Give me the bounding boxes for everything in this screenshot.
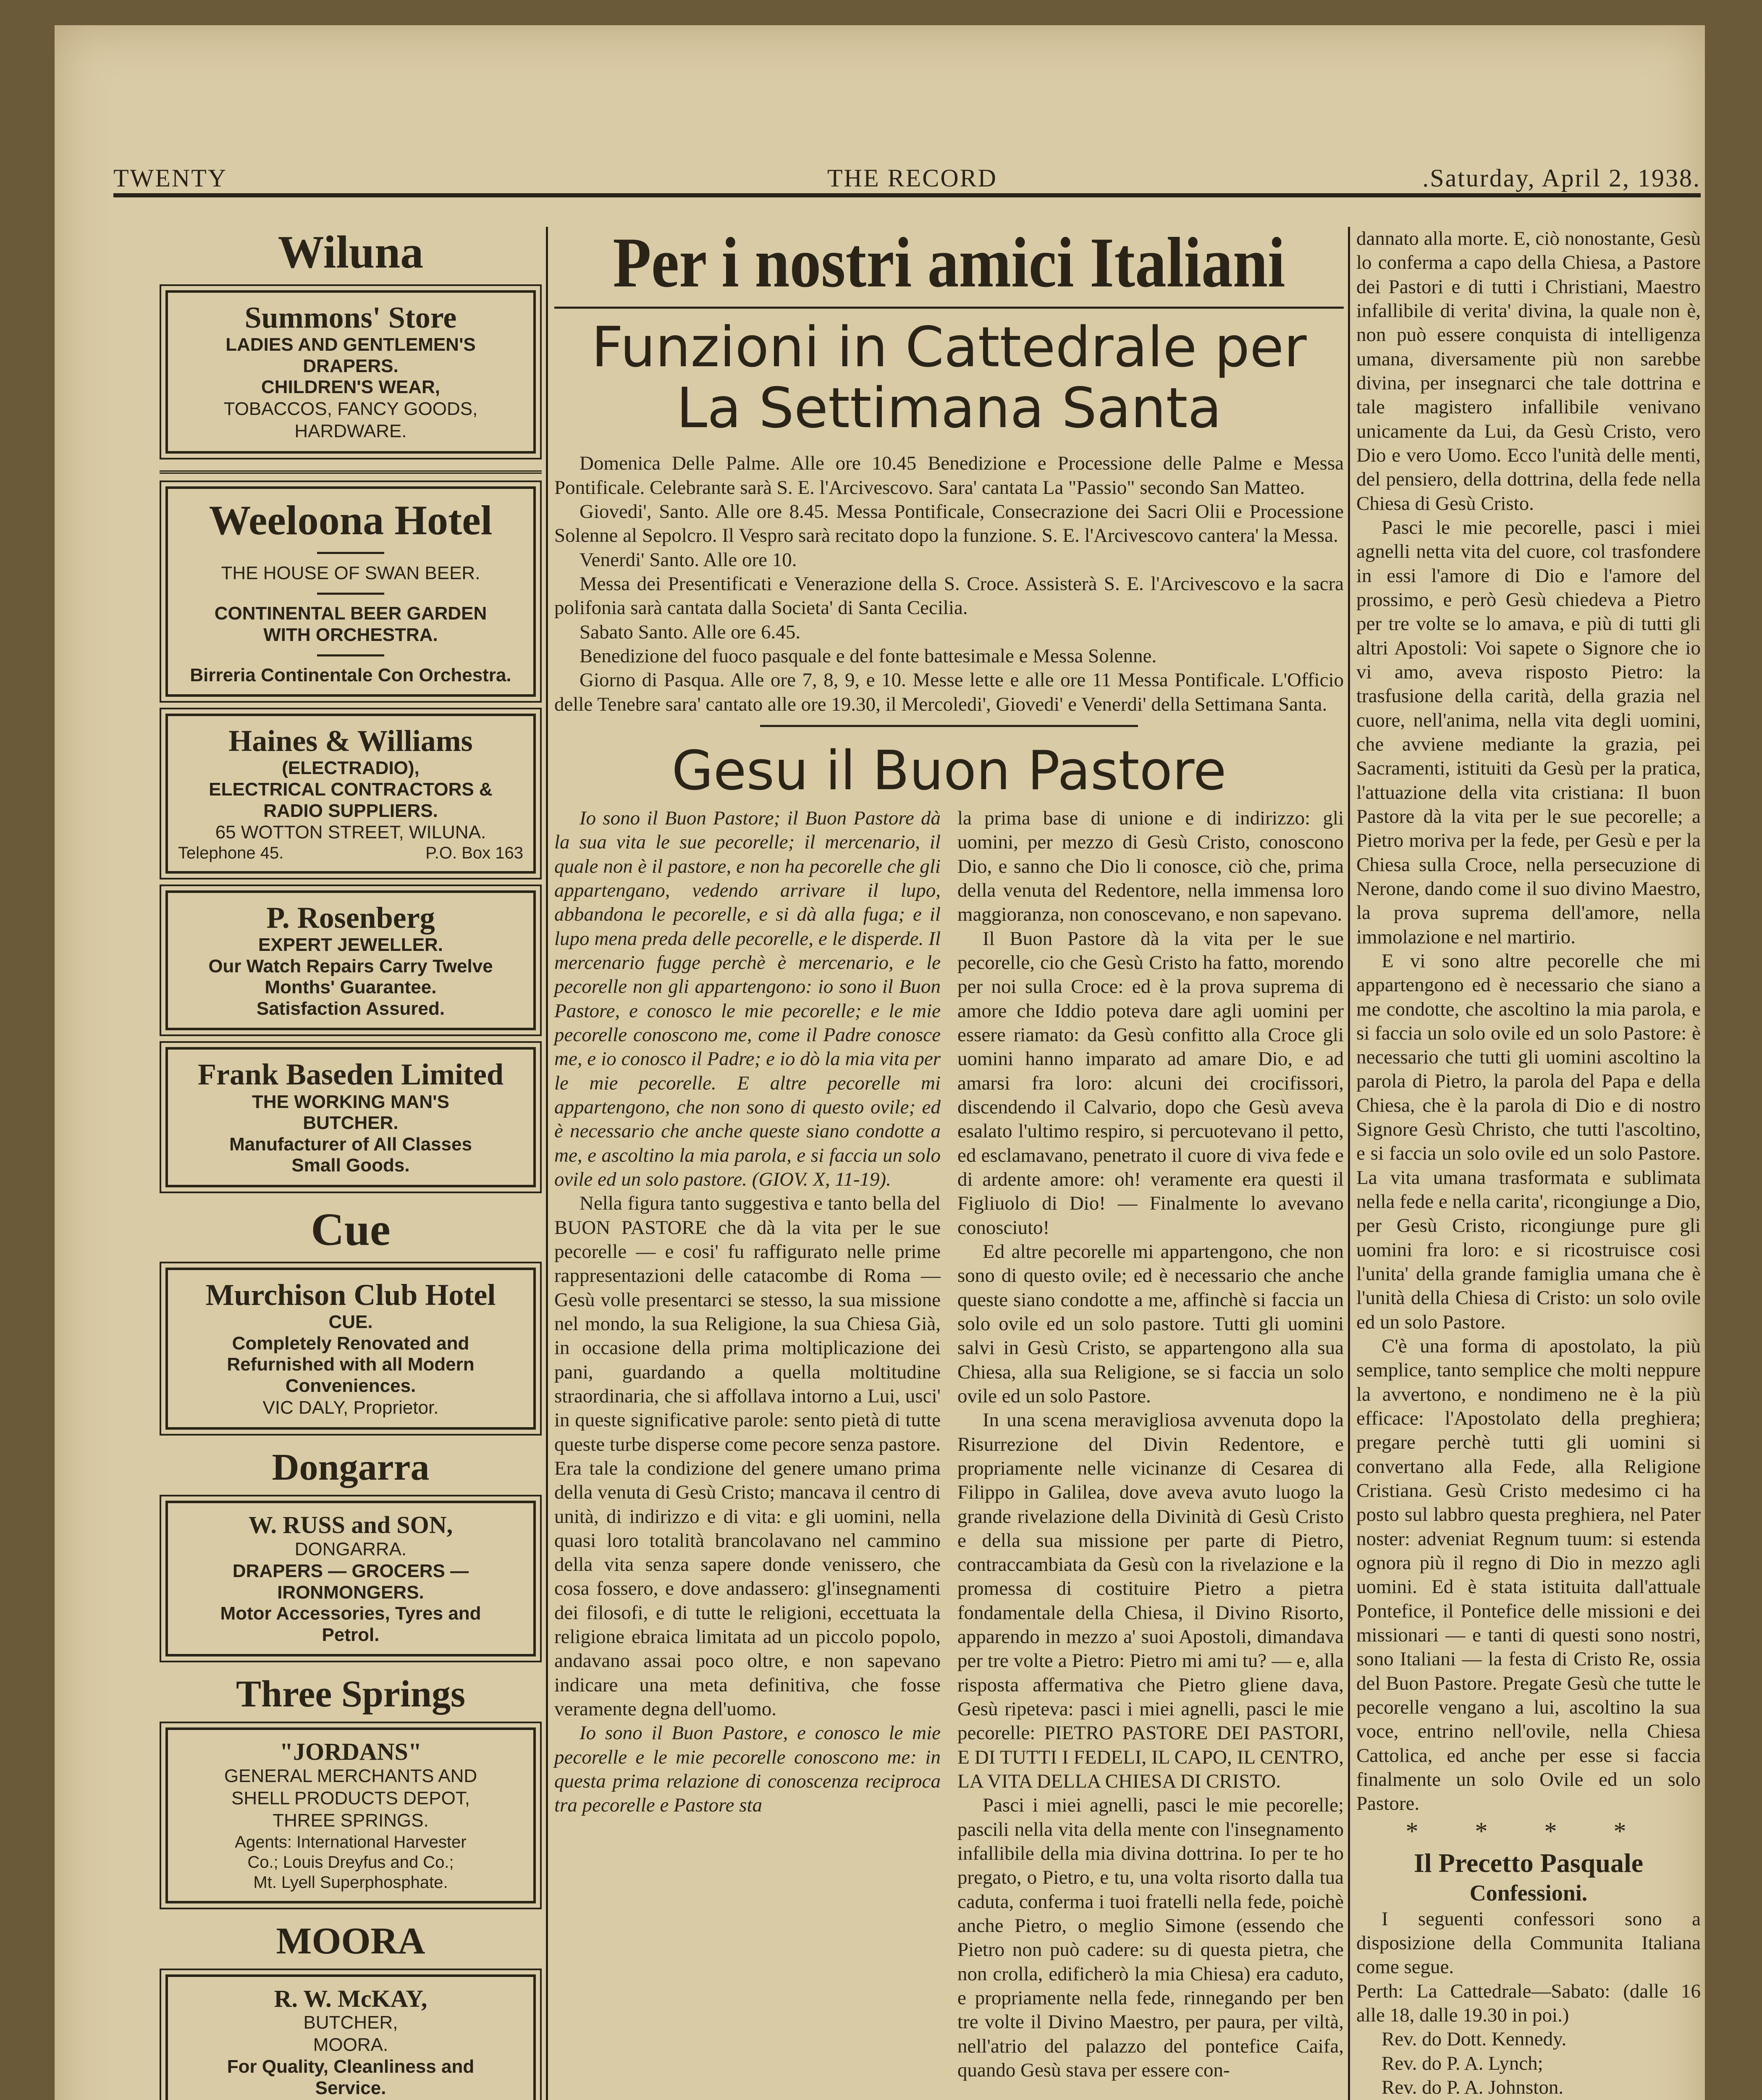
advert-line: BUTCHER. <box>303 1113 399 1134</box>
confessor: Rev. do P. A. Lynch; <box>1382 2052 1543 2074</box>
advert-line: Agents: International Harvester <box>235 1832 467 1851</box>
advert-line: Service. <box>315 2077 386 2098</box>
paragraph: Io sono il Buon Pastore, e conosco le mie pecorelle e le mie pecorelle conoscono me: in questa prima relazione di conoscenza reciproca tra pecorelle e Pastore sta <box>554 1722 941 1816</box>
advert-line: Co.; Louis Dreyfus and Co.; <box>247 1853 454 1872</box>
advert-name: Weeloona Hotel <box>209 496 493 543</box>
advert-line: For Quality, Cleanliness and <box>227 2056 475 2077</box>
advert-po-box: P.O. Box 163 <box>425 843 523 862</box>
masthead <box>113 139 1701 197</box>
advert-line: Petrol. <box>322 1624 380 1645</box>
divider <box>317 593 384 595</box>
advert-line: WITH ORCHESTRA. <box>263 624 438 645</box>
advert-line: Our Watch Repairs Carry Twelve <box>208 956 493 976</box>
paragraph: Giorno di Pasqua. Alle ore 7, 8, 9, e 10. Messe lette e alle ore 11 Messa Pontificale. L'Officio delle Tenebre sara' cantato alle ore 19.30, il Mercoledi', Giovedi' e Venerdi' della Settimana Santa. <box>554 669 1344 715</box>
advert-rosenberg <box>165 890 536 1031</box>
advert-jordans <box>165 1727 536 1903</box>
divider <box>317 654 384 656</box>
advert-line: (ELECTRADIO), <box>282 758 420 779</box>
advert-line: LADIES AND GENTLEMEN'S <box>225 334 476 355</box>
advert-line: THE HOUSE OF SWAN BEER. <box>221 562 480 583</box>
article-column-left <box>554 806 941 2082</box>
advert-summons-store <box>165 290 536 454</box>
paragraph: Ed altre pecorelle mi appartengono, che non sono di questo ovile; ed è necessario che anche queste siano condotte a me, affinchè si faccia un solo ovile ed un solo pastore. Tutti gli uomini salvi in Gesù Cristo, se appartengono alla sua Chiesa, alla sua Religione, se si faccia un solo ovile ed un solo Pastore. <box>957 1240 1344 1407</box>
advert-name: "JORDANS" <box>279 1738 422 1766</box>
advert-line: DONGARRA. <box>294 1539 407 1560</box>
advert-name: P. Rosenberg <box>266 900 435 934</box>
paragraph: I seguenti confessori sono a disposizione della Communita Italiana come segue. <box>1356 1908 1701 1978</box>
advert-line: VIC DALY, Proprietor. <box>262 1397 439 1418</box>
divider <box>317 552 384 554</box>
town-heading: Wiluna <box>278 226 424 278</box>
paragraph: Messa dei Presentificati e Venerazione della S. Croce. Assisterà S. E. l'Arcivescovo e la sacra polifonia sarà cantata dalla Societa' di Santa Cecilia. <box>554 573 1344 619</box>
page-number: TWENTY <box>113 164 228 192</box>
confession-listing: Perth: La Cattedrale—Sabato: (dalle 16 alle 18, dalle 19.30 in poi.) <box>1356 1980 1701 2026</box>
article-column-right <box>957 806 1344 2082</box>
holy-week-schedule <box>554 452 1344 717</box>
advert-murchison-club-hotel <box>165 1268 536 1430</box>
paragraph: Giovedi', Santo. Alle ore 8.45. Messa Pontificale, Consecrazione dei Sacri Olii e Processione Solenne al Sepolcro. Il Vespro sarà recitato dopo la funzione. S. E. l'Arcivescovo cantera' la Messa. <box>554 501 1344 547</box>
article-continuation-column <box>1356 227 1701 2100</box>
town-heading: Cue <box>311 1204 391 1255</box>
paragraph: Pasci le mie pecorelle, pasci i miei agnelli netta vita del cuore, col trasfondere in essi l'amore di Dio e l'amore del prossimo, e però Gesù chiedeva a Pietro per tre volte se lo amava, e più di tutti gli altri Apostoli: Voi sapete o Signore che io vi amo, aveva risposto Pietro: la trasfusione della carità, della grazia nel cuore, nell'anima, nella vita degli uomini, che avviene mediante la grazia, pei Sacramenti, istituiti da Gesù per la pratica, l'attuazione della vita cristiana: Il buon Pastore dà la vita per le sue pecorelle; a Pietro moriva per la fede, per Gesù e per la Chiesa sulla Croce, nella persecuzione di Nerone, dando come il suo divino Maestro, la prova suprema dell'amore, nella immolazione e nel martirio. <box>1356 516 1701 948</box>
paragraph: In una scena meravigliosa avvenuta dopo la Risurrezione del Divin Redentore, e propriamente nelle vicinanze di Cesarea di Filippo in Galilea, dove aveva avuto luogo la grande rivelazione della Divinità di Gesù Cristo e della sua missione per parte di Pietro, contraccambiata da Gesù con la rivelazione e la promessa di costituire Pietro a pietra fondamentale della Chiesa, il Divino Risorto, apparendo in mezzo a' suoi Apostoli, dimandava per tre volte a Pietro: Pietro mi ami tu? — e, alla risposta affermativa che Pietro gliene dava, Gesù ripeteva: pasci i miei agnelli, pasci le mie pecorelle: PIETRO PASTORE DEI PASTORI, E DI TUTTI I FEDELI, IL CAPO, IL CENTRO, LA VITA DELLA CHIESA DI CRISTO. <box>957 1409 1344 1793</box>
advert-line: MOORA. <box>313 2034 388 2055</box>
advert-name: Frank Baseden Limited <box>197 1058 504 1092</box>
advert-line: THE WORKING MAN'S <box>252 1091 449 1112</box>
advert-column <box>160 227 542 2100</box>
column-rule <box>546 227 548 2100</box>
issue-date: .Saturday, April 2, 1938. <box>1422 164 1701 192</box>
confessor: Rev. do Dott. Kennedy. <box>1382 2028 1567 2050</box>
section-subheading: Confessioni. <box>1469 1880 1588 1906</box>
paragraph: Sabato Santo. Alle ore 6.45. <box>579 621 801 643</box>
advert-telephone: Telephone 45. <box>178 843 284 862</box>
advert-weeloona-hotel <box>165 486 536 697</box>
advert-haines-williams <box>165 714 536 874</box>
paragraph: Pasci i miei agnelli, pasci le mie pecorelle; pascili nella vita della mente con l'insegnamento infallibile della mia divina dottrina. Io per te ho pregato, o Pietro, e tu, una volta risorto dalla tua caduta, conferma i tuoi fratelli nella fede, poichè anche Pietro, o meglio Simone (essendo che Pietro non può cadere: su di questa pietra, che non crolla, edificherò la mia Chiesa) era caduto, e propriamente nella fede, rinnegando per ben tre volte il Divino Maestro, per paura, per viltà, nell'atrio del palazzo del pontefice Caifa, quando Gesù stava per essere con- <box>957 1794 1344 2082</box>
section-separator: * * * * <box>1405 1817 1652 1845</box>
town-heading: Three Springs <box>236 1673 465 1715</box>
advert-line: Motor Accessories, Tyres and <box>220 1603 481 1624</box>
advert-line: RADIO SUPPLIERS. <box>263 800 438 821</box>
advert-line: Small Goods. <box>291 1155 410 1176</box>
advert-name: Haines & Williams <box>228 724 473 758</box>
paragraph: Domenica Delle Palme. Alle ore 10.45 Benedizione e Processione delle Palme e Messa Pontificale. Celebrante sarà S. E. l'Arcivescovo. Sara' cantata La "Passio" secondo San Matteo. <box>554 452 1344 499</box>
advert-line: GENERAL MERCHANTS AND <box>224 1766 477 1787</box>
town-heading: MOORA <box>276 1920 425 1962</box>
advert-name: Murchison Club Hotel <box>205 1278 496 1312</box>
advert-line: IRONMONGERS. <box>277 1582 424 1603</box>
article-columns <box>554 806 1344 2082</box>
advert-line: HARDWARE. <box>294 420 407 441</box>
publication-name: THE RECORD <box>827 164 997 192</box>
advert-line: TOBACCOS, FANCY GOODS, <box>223 398 478 419</box>
advert-line: CONTINENTAL BEER GARDEN <box>214 603 487 624</box>
advert-russ-and-son <box>165 1501 536 1656</box>
advert-line: EXPERT JEWELLER. <box>258 934 443 956</box>
paragraph: Il Buon Pastore dà la vita per le sue pecorelle, cio che Gesù Cristo ha fatto, morendo per noi sulla Croce: ed è la prova suprema di amore che Iddio poteva dare agli uomini per essere riamato: da Gesù confitto alla Croce gli uomini hanno imparato ad amare Dio, e ad amarsi fra loro: alcuni dei crocifissori, discendendo il Calvario, dopo che Gesù aveva esalato l'ultimo respiro, si percuotevano il petto, ed esclamavano, penetrato il cuore di viva fede e di ardente amore: oh! veramente era questi il Figliuolo di Dio! — Finalmente lo avevano conosciuto! <box>957 927 1344 1239</box>
town-heading: Dongarra <box>272 1446 430 1488</box>
advert-line: ELECTRICAL CONTRACTORS & <box>209 779 493 800</box>
advert-line: SHELL PRODUCTS DEPOT, <box>231 1788 470 1809</box>
paragraph: C'è una forma di apostolato, la più semplice, tanto semplice che molti neppure la avvertono, e nondimeno ne è la più efficace: l'Apostolato della preghiera; pregare perchè tutti gli uomini si convertano alla Fede, alla Religione Cristiana. Gesù Cristo medesimo ci ha posto sul labbro questa preghiera, nel Pater noster: adveniat Regnum tuum: si estenda ognora più il regno di Dio in mezzo agli uomini. Ed è stata istituita dall'attuale Pontefice, il Pontefice delle missioni e dei missionari — e tanti di questi sono nostri, sono Italiani — la festa di Cristo Re, ossia del Buon Pastore. Pregate Gesù che tutte le pecorelle vengano a lui, ascoltino la sua voce, entrino nell'ovile, nella Chiesa Cattolica, ed anche per esse si faccia finalmente un solo Ovile ed un solo Pastore. <box>1356 1335 1701 1815</box>
advert-name: W. RUSS and SON, <box>248 1511 453 1539</box>
confessor: Rev. do P. A. Johnston. <box>1382 2076 1564 2099</box>
section-heading: Gesu il Buon Pastore <box>671 739 1227 802</box>
paragraph: Benedizione del fuoco pasquale e del fonte battesimale e Messa Solenne. <box>579 645 1157 667</box>
advert-line: Birreria Continentale Con Orchestra. <box>190 664 511 685</box>
advert-line: Months' Guarantee. <box>265 977 437 998</box>
divider <box>554 307 1344 309</box>
paragraph: E vi sono altre pecorelle che mi appartengono ed è necessario che siano a me condotte, che ascoltino la mia parola, e si faccia un solo ovile ed un solo Pastore: è necessario che tutti gli uomini ascoltino la parola di Pietro, la parola del Papa e della Chiesa, che è la parola di Dio e di nostro Signore Gesù Christo, che tutti l'ascoltino, e si faccia un solo ovile ed un solo Pastore. La vita umana trasformata e sublimata nella fede e nella carita', ricongiunge a Dio, per Gesù Cristo, ricongiunge pure gli uomini fra loro: e si ricostruisce cosi l'unita' della grande famiglia umana che è l'unità della Chiesa di Cristo: un solo ovile ed un solo Pastore. <box>1356 950 1701 1333</box>
divider <box>760 725 1138 727</box>
advert-mckay <box>165 1974 536 2100</box>
column-rule <box>1348 227 1350 2100</box>
advert-line: DRAPERS — GROCERS — <box>232 1560 469 1581</box>
advert-line: 65 WOTTON STREET, WILUNA. <box>215 822 486 843</box>
advert-line: Manufacturer of All Classes <box>229 1134 472 1155</box>
advert-line: DRAPERS. <box>303 355 399 376</box>
headline: Per i nostri amici Italiani <box>613 223 1285 302</box>
divider <box>160 470 542 474</box>
paragraph: Venerdi' Santo. Alle ore 10. <box>579 549 797 571</box>
advert-name: R. W. McKAY, <box>274 1984 427 2012</box>
section-heading: Il Precetto Pasquale <box>1413 1848 1644 1878</box>
advert-line: Completely Renovated and Refurnished with all Modern Conveniences. <box>227 1333 475 1396</box>
advert-line: Satisfaction Assured. <box>256 998 445 1019</box>
main-article <box>554 223 1344 2082</box>
advert-line: THREE SPRINGS. <box>273 1810 429 1831</box>
paragraph: dannato alla morte. E, ciò nonostante, Gesù lo conferma a capo della Chiesa, a Pastore dei Pastori e di tutti i Christiani, Maestro infallibile di verita' divina, la quale non è, non può essere conquista di intelligenza umana, diversamente più non sarebbe divina, per insegnarci che tale dottrina e tale magistero infallibile venivano unicamente da Lui, da Gesù Cristo, vero Dio e vero Uomo. Ecco l'unità delle menti, del pensiero, della dottrina, della fede nella Chiesa di Gesù Cristo. <box>1356 228 1701 514</box>
advert-frank-baseden <box>165 1047 536 1187</box>
advert-name: Summons' Store <box>244 301 457 334</box>
advert-line: CHILDREN'S WEAR, <box>261 377 440 398</box>
advert-line: CUE. <box>328 1312 373 1333</box>
paragraph: Nella figura tanto suggestiva e tanto bella del BUON PASTORE che dà la vita per le sue pecorelle — e cosi' fu raffigurato nelle prime rappresentazioni delle catacombe di Roma — Gesù volle presentarci se stesso, la sua missione nel mondo, la sua Religione, la sua Chiesa Già, in occasione della prima moltiplicazione dei pani, guardando a quella moltitudine straordinaria, che si affollava intorno a Lui, usci' in queste significative parole: sento pietà di tutte queste turbe disperse come pecore senza pastore. Era tale la condizione del genere umano prima della venuta di Gesù Cristo; mancava il centro di unità, di indirizzo e di vita: e gli uomini, nella quasi loro totalità brancolavano nel cammino della vita senza sapere donde venissero, che cosa fossero, e dove andassero: gl'insegnamenti dei filosofi, e di tutte le religioni, eccettuata la religione ebraica limitata ad un piccolo popolo, andavano assai poco oltre, e non sapevano indicare una meta definitiva, che fosse veramente degna dell'uomo. <box>554 1192 941 1720</box>
paragraph: la prima base di unione e di indirizzo: gli uomini, per mezzo di Gesù Cristo, conoscono Dio, e sanno che Dio li conosce, ciò che, prima della venuta del Redentore, nella immensa loro maggioranza, non conoscevano, e non sapevano. <box>957 807 1344 926</box>
paragraph: Io sono il Buon Pastore; il Buon Pastore dà la sua vita le sue pecorelle; il mercenario, il quale non è il pastore, e non ha pecorelle che gli appartengano, vedendo arrivare il lupo, abbandona le pecorelle, e si dà alla fuga; e il lupo mena preda delle pecorelle, e le disperde. Il mercenario fugge perchè è mercenario, e le pecorelle non gli appartengono: io sono il Buon Pastore, e conosco le mie pecorelle; e le mie pecorelle conoscono me, come il Padre conosce me, e io conosco il Padre; e io dò la mia vita per le mie pecorelle. E altre pecorelle mi appartengono, che non sono di questo ovile; ed è necessario che anche queste siano condotte a me, e ascoltino la mia parola, e si faccia un solo ovile ed un solo pastore. (GIOV. X, 11-19). <box>554 807 941 1190</box>
advert-line: Mt. Lyell Superphosphate. <box>253 1873 448 1892</box>
advert-line: BUTCHER, <box>303 2012 398 2033</box>
subheadline: Funzioni in Cattedrale per La Settimana Santa <box>591 315 1307 441</box>
